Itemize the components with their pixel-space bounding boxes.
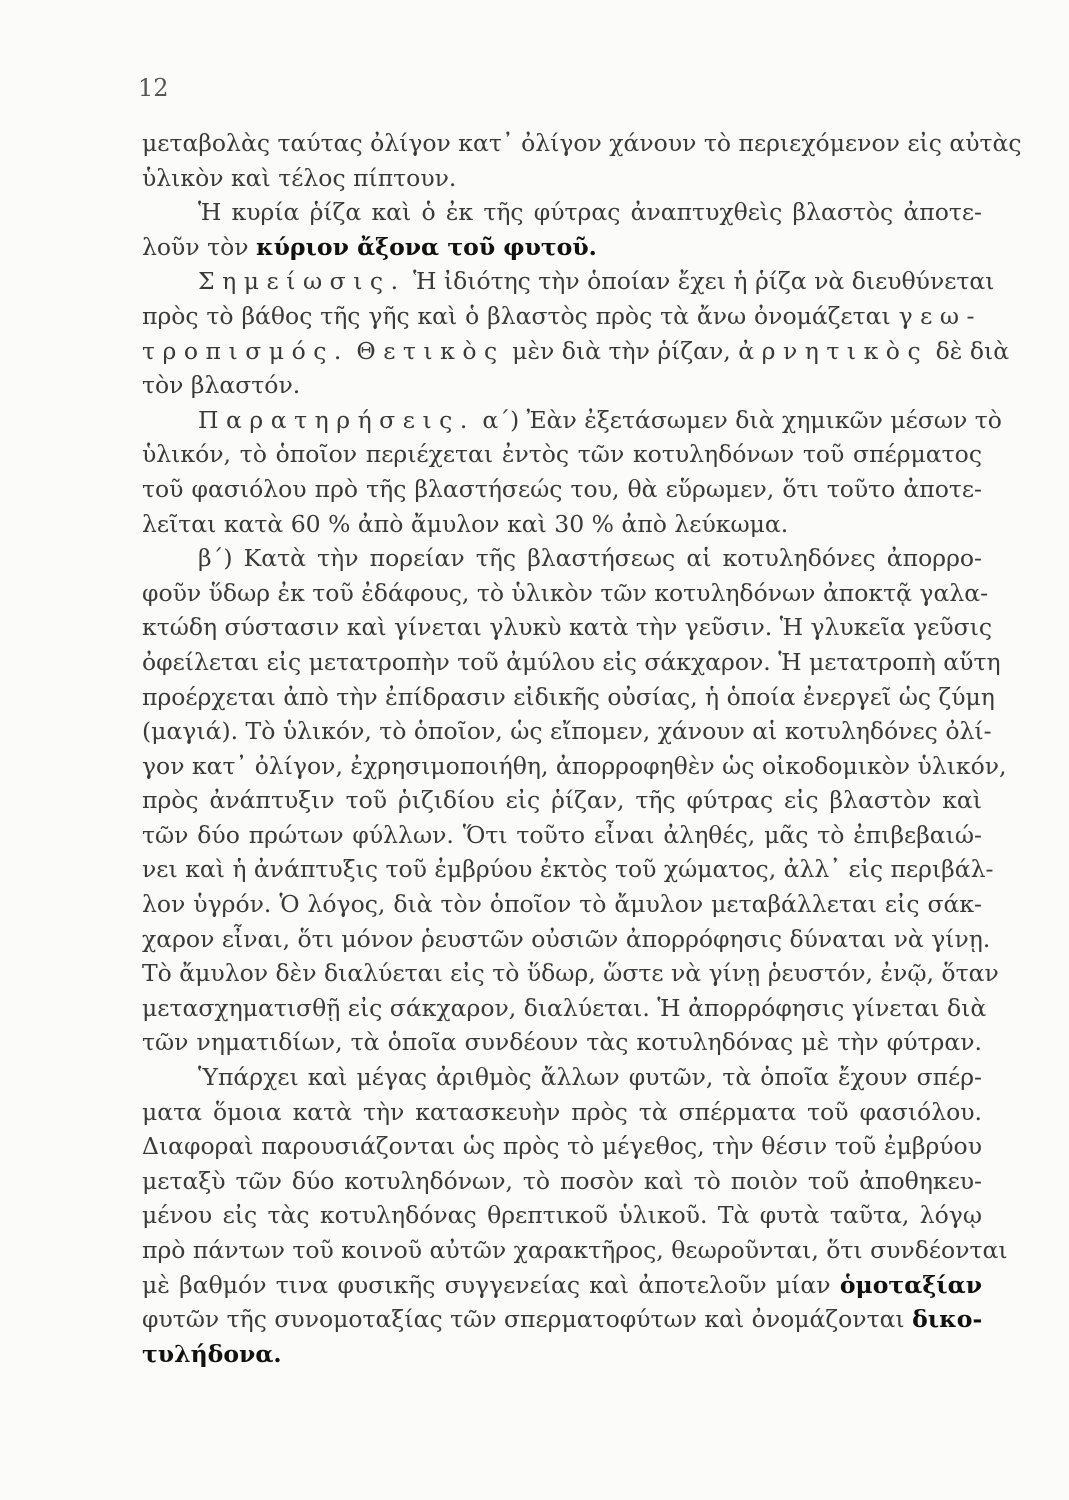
text-line [142, 195, 982, 230]
text-line [142, 714, 992, 749]
text-segment: Τὸ ἄμυλον δὲν διαλύεται εἰς τὸ ὕδωρ, ὥστε νὰ γίνῃ ῥευστόν, ἐνῷ, ὅταν [142, 959, 999, 988]
text-line [142, 1164, 982, 1199]
text-line [142, 437, 982, 472]
text-segment: τροπισμός. [142, 336, 349, 365]
text-segment: τὸν βλαστόν. [142, 371, 301, 400]
text-segment: μεταξὺ τῶν δύο κοτυληδόνων, τὸ ποσὸν καὶ τὸ ποιὸν τοῦ ἀποθηκευ- [142, 1166, 982, 1195]
text-line [142, 852, 994, 887]
page-number: 12 [138, 74, 169, 102]
text-segment: χαρον εἶναι, ὅτι μόνον ῥευστῶν οὐσιῶν ἀπορρόφησις δύναται νὰ γίνῃ. [142, 924, 991, 953]
text-segment: κύριον ἄξονα τοῦ φυτοῦ. [256, 232, 597, 261]
text-segment: μὲ βαθμόν τινα φυσικῆς συγγενείας καὶ ἀποτελοῦν μίαν [142, 1270, 840, 1299]
text-line [142, 922, 991, 957]
text-segment: ὀφείλεται εἰς μετατροπὴν τοῦ ἀμύλου εἰς σάκχαρον. Ἡ μετατροπὴ αὕτη [142, 647, 1001, 676]
text-segment: β΄) Κατὰ τὴν πορείαν τῆς βλαστήσεως αἱ κοτυληδόνες ἀπορρο- [198, 544, 982, 573]
text-segment: Ἡ ἰδιότης τὴν ὁποίαν ἔχει ἡ ῥίζα νὰ διευθύνεται [405, 267, 995, 296]
text-line [142, 991, 987, 1026]
text-line [142, 264, 995, 299]
text-line [142, 1129, 982, 1164]
text-segment: λον ὑγρόν. Ὁ λόγος, διὰ τὸν ὁποῖον τὸ ἄμυλον μεταβάλλεται εἰς σάκ- [142, 890, 982, 919]
text-segment: λεῖται κατὰ 60 % ἀπὸ ἄμυλον καὶ 30 % ἀπὸ λεύκωμα. [142, 509, 789, 538]
text-line [142, 368, 982, 403]
text-segment: μένου εἰς τὰς κοτυληδόνας θρεπτικοῦ ὑλικοῦ. Τὰ φυτὰ ταῦτα, λόγῳ [142, 1201, 982, 1230]
text-segment: πρὸς ἀνάπτυξιν τοῦ ῥιζιδίου εἰς ῥίζαν, τῆς φύτρας εἰς βλαστὸν καὶ [142, 786, 982, 815]
text-line [142, 403, 1002, 438]
text-segment: Διαφοραὶ παρουσιάζονται ὡς πρὸς τὸ μέγεθος, τὴν θέσιν τοῦ ἐμβρύου [142, 1132, 982, 1161]
text-segment: Σημείωσις. [198, 267, 406, 296]
text-line [142, 507, 982, 542]
text-line [142, 1060, 982, 1095]
text-line [142, 783, 982, 818]
text-segment: μὲν διὰ τὴν ῥίζαν, [504, 336, 739, 365]
text-segment: α΄) Ἐὰν ἐξετάσωμεν διὰ χημικῶν μέσων τὸ [474, 405, 1002, 434]
text-segment: γεω- [898, 301, 982, 330]
text-segment: ὑλικὸν καὶ τέλος πίπτουν. [142, 163, 457, 192]
text-line [142, 1198, 982, 1233]
text-segment: πρὸ πάντων τοῦ κοινοῦ αὐτῶν χαρακτῆρος, θεωροῦνται, ὅτι συνδέονται [142, 1236, 1008, 1264]
text-segment: προέρχεται ἀπὸ τὴν ἐπίδρασιν εἰδικῆς οὐσίας, ἡ ὁποία ἐνεργεῖ ὡς ζύμη [142, 682, 995, 711]
body-text [142, 126, 1022, 1371]
text-segment: μεταβολὰς ταύτας ὀλίγον κατ᾽ ὀλίγον χάνουν τὸ περιεχόμενον εἰς αὐτὰς [142, 129, 1022, 157]
text-line [142, 818, 982, 853]
text-line [142, 472, 982, 507]
text-segment: πρὸς τὸ βάθος τῆς γῆς καὶ ὁ βλαστὸς πρὸς τὰ ἄνω ὀνομάζεται [142, 301, 899, 330]
text-segment: (μαγιά). Τὸ ὑλικόν, τὸ ὁποῖον, ὡς εἴπομεν, χάνουν αἱ κοτυληδόνες ὀλί- [142, 717, 992, 746]
text-line [142, 299, 982, 334]
text-segment: Ἡ κυρία ῥίζα καὶ ὁ ἐκ τῆς φύτρας ἀναπτυχθεὶς βλαστὸς ἀποτε- [198, 198, 982, 227]
text-segment: τοῦ φασιόλου πρὸ τῆς βλαστήσεώς του, θὰ εὕρωμεν, ὅτι τοῦτο ἀποτε- [142, 474, 982, 503]
text-segment: μετασχηματισθῇ εἰς σάκχαρον, διαλύεται. Ἡ ἀπορρόφησις γίνεται διὰ [142, 993, 987, 1022]
text-line [142, 1233, 1008, 1268]
text-segment: γον κατ᾽ ὀλίγον, ἐχρησιμοποιήθη, ἀπορροφηθὲν ὡς οἰκοδομικὸν ὑλικόν, [142, 751, 1007, 780]
text-segment: Θετικὸς [356, 336, 505, 365]
text-segment: ὁμοταξίαν [839, 1270, 982, 1299]
text-segment: ἀρνητικὸς [738, 336, 929, 365]
text-line [142, 1337, 982, 1372]
text-segment: δικο- [912, 1305, 983, 1334]
text-line [142, 749, 1007, 784]
text-line [142, 230, 982, 265]
text-line [142, 576, 989, 611]
text-segment: κτώδη σύστασιν καὶ γίνεται γλυκὺ κατὰ τὴν γεῦσιν. Ἡ γλυκεῖα γεῦσις [142, 613, 993, 642]
text-line [142, 1095, 982, 1130]
text-line [142, 126, 1022, 161]
text-line [142, 1025, 982, 1060]
text-segment: Ὑπάρχει καὶ μέγας ἀριθμὸς ἄλλων φυτῶν, τὰ ὁποῖα ἔχουν σπέρ- [198, 1063, 982, 1092]
text-segment: τῶν νηματιδίων, τὰ ὁποῖα συνδέουν τὰς κοτυληδόνας μὲ τὴν φύτραν. [142, 1028, 982, 1057]
text-line [142, 1268, 982, 1303]
text-line [142, 161, 982, 196]
text-line [142, 1302, 982, 1337]
text-segment: δὲ διὰ [928, 336, 1010, 365]
text-line [142, 887, 982, 922]
text-line [142, 645, 1001, 680]
text-line [142, 541, 982, 576]
text-segment: λοῦν τὸν [142, 232, 256, 261]
text-line [142, 610, 993, 645]
text-line [142, 334, 1010, 369]
text-segment: Παρατηρήσεις. [198, 405, 475, 434]
text-segment: τυλήδονα. [142, 1339, 282, 1368]
text-segment: φοῦν ὕδωρ ἐκ τοῦ ἐδάφους, τὸ ὑλικὸν τῶν κοτυληδόνων ἀποκτᾷ γαλα- [142, 578, 989, 607]
text-segment: ὑλικόν, τὸ ὁποῖον περιέχεται ἐντὸς τῶν κοτυληδόνων τοῦ σπέρματος [142, 440, 982, 469]
text-segment: ματα ὅμοια κατὰ τὴν κατασκευὴν πρὸς τὰ σπέρματα τοῦ φασιόλου. [142, 1097, 982, 1126]
text-line [142, 680, 995, 715]
text-segment: φυτῶν τῆς συνομοταξίας τῶν σπερματοφύτων καὶ ὀνομάζονται [142, 1305, 913, 1334]
text-segment: νει καὶ ἡ ἀνάπτυξις τοῦ ἐμβρύου ἐκτὸς τοῦ χώματος, ἀλλ᾽ εἰς περιβάλ- [142, 855, 994, 884]
text-segment: τῶν δύο πρώτων φύλλων. Ὅτι τοῦτο εἶναι ἀληθές, μᾶς τὸ ἐπιβεβαιώ- [142, 820, 982, 849]
text-line [142, 956, 999, 991]
